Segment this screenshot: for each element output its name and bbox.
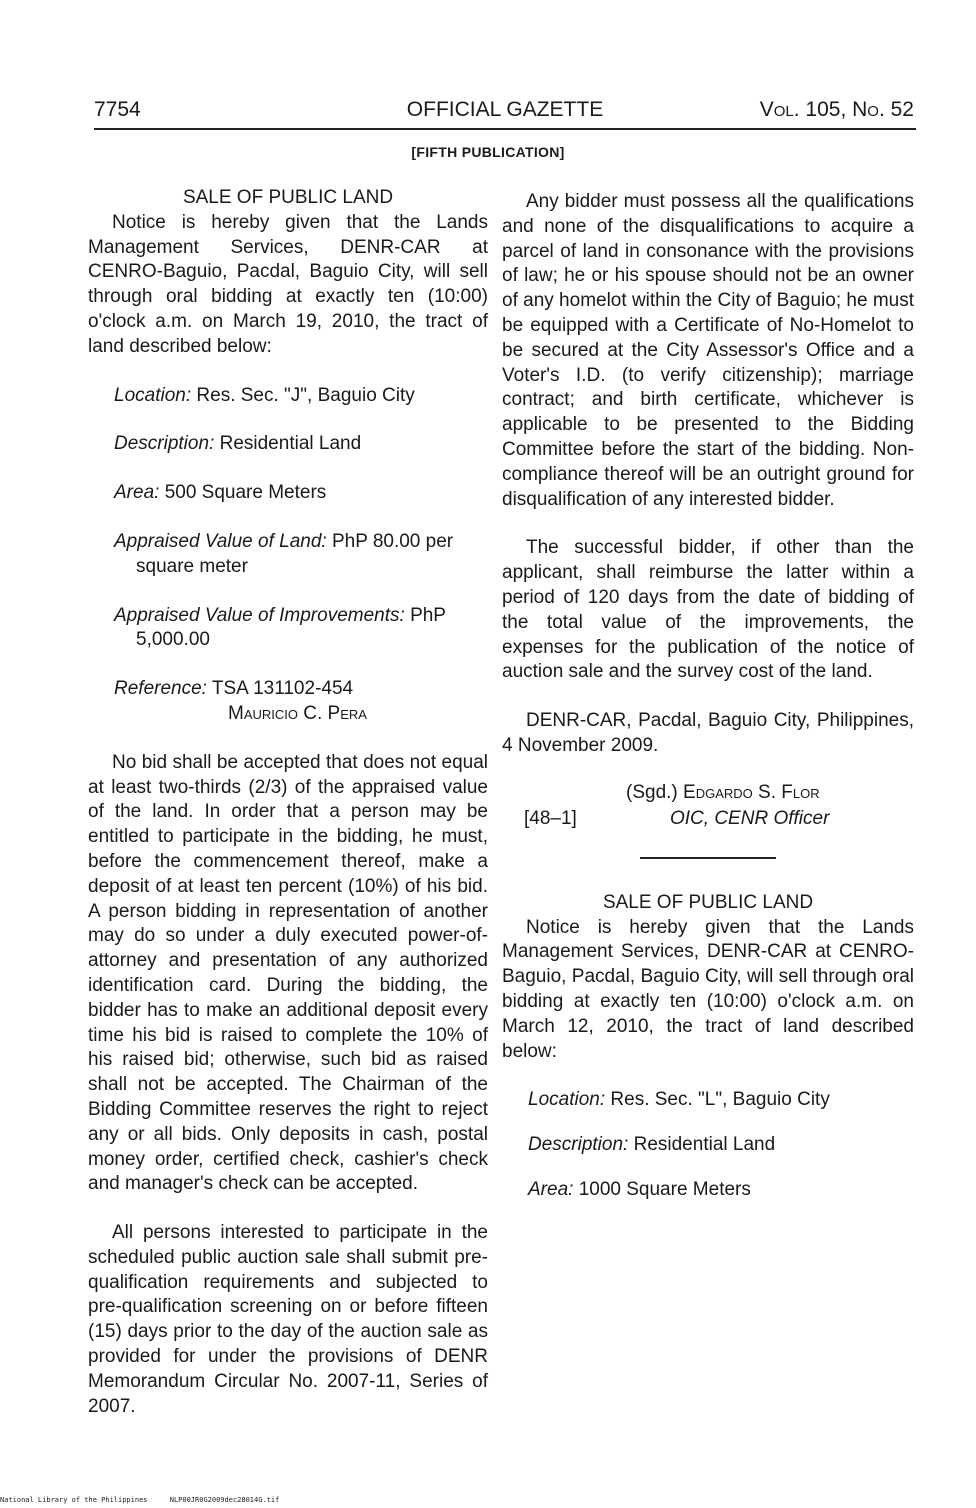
publication-label: [FIFTH PUBLICATION] — [411, 144, 565, 160]
notice2-area — [502, 1178, 914, 1203]
reference-label: Reference: — [114, 678, 207, 700]
notice2-heading: SALE OF PUBLIC LAND — [602, 891, 814, 913]
reference-value: TSA 131102-454 — [211, 678, 354, 700]
appraised-improvements-label: Appraised Value of Improvements: — [114, 604, 405, 626]
notice1-reimbursement: The successful bidder, if other than the applicant, shall reimburse the latter within a period of 120 days from the date of bidding of the total value of the improvements, the expenses for the publication of the notice of auction sale and the survey cost of the land. — [502, 537, 914, 683]
publication-ref: [48–1] — [524, 807, 577, 829]
location-value: Res. Sec. "J", Baguio City — [196, 384, 415, 406]
appraised-land-value: PhP 80.00 per square meter — [136, 530, 454, 577]
section-divider — [640, 857, 776, 859]
scan-footer — [0, 1496, 297, 1504]
left-column — [88, 186, 488, 1419]
notice1-heading: SALE OF PUBLIC LAND — [182, 187, 394, 208]
notice1-bid-rules: No bid shall be accepted that does not equal at least two-thirds (2/3) of the appraised value of the land. In order that a person may be entitled to participate in the bidding, he must, before the commencement thereof, make a deposit of at least ten percent (10%) of his bid. A person bidding in representation of another may do so under a duly executed power-of-attorney and presentation of any authorized identification card. During the bidding, the bidder has to make an additional deposit every time his bid is raised to complete the 10% of his raised bid; otherwise, such bid as raised shall not be accepted. The Chairman of the Bidding Committee reserves the right to reject any or all bids. Only deposits in cash, postal money order, certified check, cashier's check and manager's check can be accepted. — [88, 751, 488, 1195]
notice2-location — [502, 1088, 914, 1113]
notice1-place-date: DENR-CAR, Pacdal, Baguio City, Philippines, 4 November 2009. — [502, 710, 914, 756]
area-value: 500 Square Meters — [164, 482, 327, 504]
notice1-area — [88, 481, 488, 506]
description-label: Description: — [528, 1134, 629, 1156]
notice1-bidder-qualifications: Any bidder must possess all the qualifications and none of the disqualifications to acquire a parcel of land in consonance with the provisions of law; he or his spouse should not be an owner of any homelot within the City of Baguio; he must be equipped with a Certificate of No-Homelot to be secured at the City Assessor's Office and a Voter's I.D. (to verify citizenship); marriage contract; and birth certificate, whichever is applicable to be presented to the Bidding Committee before the start of the bidding. Non-compliance thereof will be an outright ground for disqualification of any interested bidder. — [502, 191, 914, 510]
location-label: Location: — [528, 1089, 606, 1111]
location-label: Location: — [114, 384, 192, 406]
signatory-title: OIC, CENR Officer — [670, 807, 830, 829]
notice1-description — [88, 432, 488, 457]
reference-name: Mauricio C. Pera — [228, 702, 367, 724]
area-label: Area: — [528, 1178, 574, 1200]
right-column — [502, 190, 914, 1203]
footer-file: NLP00JR0G2009dec28014G.tif — [169, 1496, 280, 1504]
description-value: Residential Land — [633, 1134, 776, 1156]
notice2-description — [502, 1133, 914, 1158]
notice2-intro: Notice is hereby given that the Lands Management Services, DENR-CAR at CENRO-Baguio, Pacdal, Baguio City, will sell through oral bidding at exactly ten (10:00) o'clock a.m. on March 12, 2010, the tract of land described below: — [502, 916, 914, 1062]
signatory-prefix: (Sgd.) — [626, 781, 678, 803]
appraised-improvements-value: PhP 5,000.00 — [136, 604, 446, 651]
area-value: 1000 Square Meters — [578, 1178, 751, 1200]
signatory — [626, 781, 820, 806]
notice1-location — [88, 384, 488, 409]
gazette-title: OFFICIAL GAZETTE — [406, 98, 604, 121]
footer-library: National Library of the Philippines — [0, 1496, 148, 1504]
notice1-reference — [88, 677, 488, 702]
location-value: Res. Sec. "L", Baguio City — [610, 1089, 830, 1111]
page-header — [94, 98, 916, 130]
area-label: Area: — [114, 482, 160, 504]
notice1-intro: Notice is hereby given that the Lands Management Services, DENR-CAR at CENRO-Baguio, Pacdal, Baguio City, will sell through oral bidding at exactly ten (10:00) o'clock a.m. on March 19, 2010, the tract of land described below: — [88, 211, 488, 357]
notice1-appraised-improvements — [88, 604, 488, 654]
notice1-appraised-land — [88, 530, 488, 580]
volume-number: Vol. 105, No. 52 — [759, 98, 914, 121]
description-value: Residential Land — [219, 433, 362, 455]
signature-block — [502, 781, 914, 837]
signatory-name: Edgardo S. Flor — [683, 781, 820, 803]
appraised-land-label: Appraised Value of Land: — [114, 530, 327, 552]
notice1-prequalification: All persons interested to participate in the scheduled public auction sale shall submit pre-qualification requirements and subjected to pre-qualification screening on or before fifteen (15) days prior to the day of the auction sale as provided for under the provisions of DENR Memorandum Circular No. 2007-11, Series of 2007. — [88, 1222, 488, 1417]
page-number: 7754 — [94, 98, 141, 121]
description-label: Description: — [114, 433, 215, 455]
